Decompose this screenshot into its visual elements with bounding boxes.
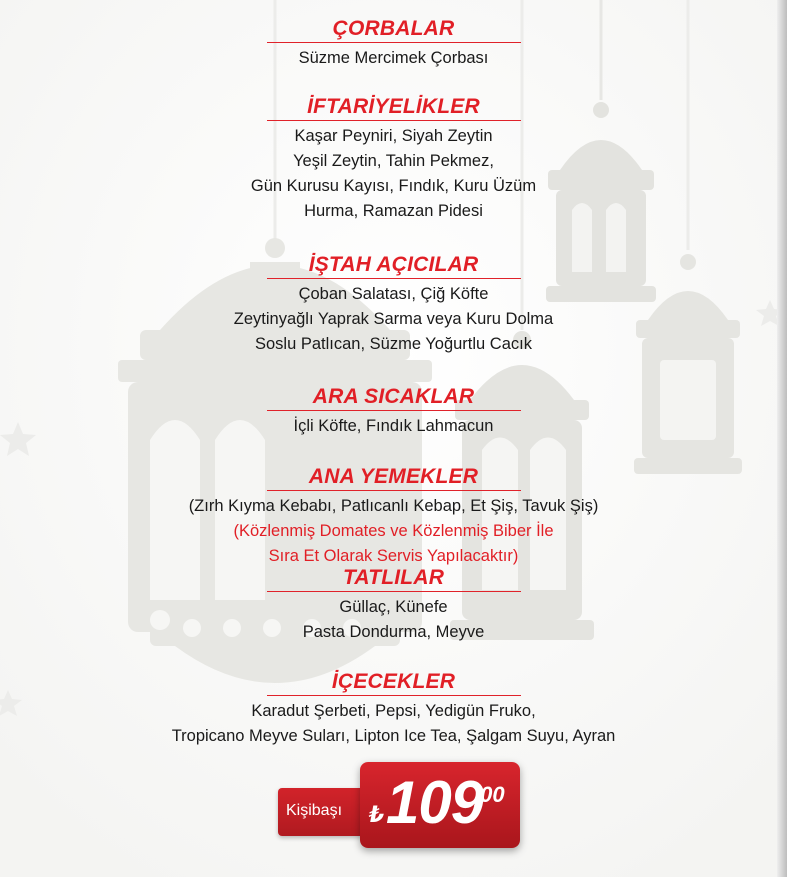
section-ara-sicaklar bbox=[0, 385, 787, 439]
menu-item: Tropicano Meyve Suları, Lipton Ice Tea, Şalgam Suyu, Ayran bbox=[171, 727, 616, 745]
menu-item: Gün Kurusu Kayısı, Fındık, Kuru Üzüm bbox=[250, 177, 537, 195]
price-tag bbox=[278, 762, 528, 862]
section-tatlilar bbox=[0, 566, 787, 645]
section-istah-acicilar bbox=[0, 253, 787, 357]
menu-item: Karadut Şerbeti, Pepsi, Yedigün Fruko, bbox=[251, 702, 536, 720]
menu-item: Zeytinyağlı Yaprak Sarma veya Kuru Dolma bbox=[233, 310, 554, 328]
menu-item: Soslu Patlıcan, Süzme Yoğurtlu Cacık bbox=[255, 335, 532, 353]
title-divider bbox=[267, 42, 521, 43]
menu-item: Süzme Mercimek Çorbası bbox=[298, 49, 489, 67]
section-iftariyelikler bbox=[0, 95, 787, 224]
price-amount: 109 bbox=[386, 769, 484, 836]
section-title: TATLILAR bbox=[342, 566, 445, 589]
title-divider bbox=[267, 695, 521, 696]
title-divider bbox=[267, 120, 521, 121]
menu-item: Pasta Dondurma, Meyve bbox=[302, 623, 485, 641]
section-title: İFTARİYELİKLER bbox=[307, 95, 480, 118]
section-title: ÇORBALAR bbox=[332, 17, 455, 40]
section-ana-yemekler bbox=[0, 465, 787, 569]
menu-item: Yeşil Zeytin, Tahin Pekmez, bbox=[293, 152, 494, 170]
section-icecekler bbox=[0, 670, 787, 749]
section-title: ARA SICAKLAR bbox=[312, 385, 475, 408]
menu-item: Çoban Salatası, Çiğ Köfte bbox=[298, 285, 489, 303]
menu-item: (Zırh Kıyma Kebabı, Patlıcanlı Kebap, Et Şiş, Tavuk Şiş) bbox=[188, 497, 599, 515]
menu-item: Kaşar Peyniri, Siyah Zeytin bbox=[294, 127, 493, 145]
menu-item: Güllaç, Künefe bbox=[339, 598, 448, 616]
serving-note: (Közlenmiş Domates ve Közlenmiş Biber İle bbox=[233, 522, 554, 540]
title-divider bbox=[267, 410, 521, 411]
per-person-tag bbox=[278, 788, 370, 836]
title-divider bbox=[267, 278, 521, 279]
section-corbalar bbox=[0, 17, 787, 71]
price-box bbox=[360, 762, 520, 848]
per-person-label: Kişibaşı bbox=[286, 802, 343, 819]
menu-item: Hurma, Ramazan Pidesi bbox=[304, 202, 483, 220]
title-divider bbox=[267, 490, 521, 491]
title-divider bbox=[267, 591, 521, 592]
section-title: ANA YEMEKLER bbox=[308, 465, 479, 488]
price-cents: ,00 bbox=[474, 782, 505, 807]
menu-item: İçli Köfte, Fındık Lahmacun bbox=[293, 417, 494, 435]
lira-icon: ₺ bbox=[369, 802, 385, 827]
section-title: İŞTAH AÇICILAR bbox=[308, 253, 479, 276]
serving-note: Sıra Et Olarak Servis Yapılacaktır) bbox=[268, 547, 519, 565]
section-title: İÇECEKLER bbox=[331, 670, 456, 693]
